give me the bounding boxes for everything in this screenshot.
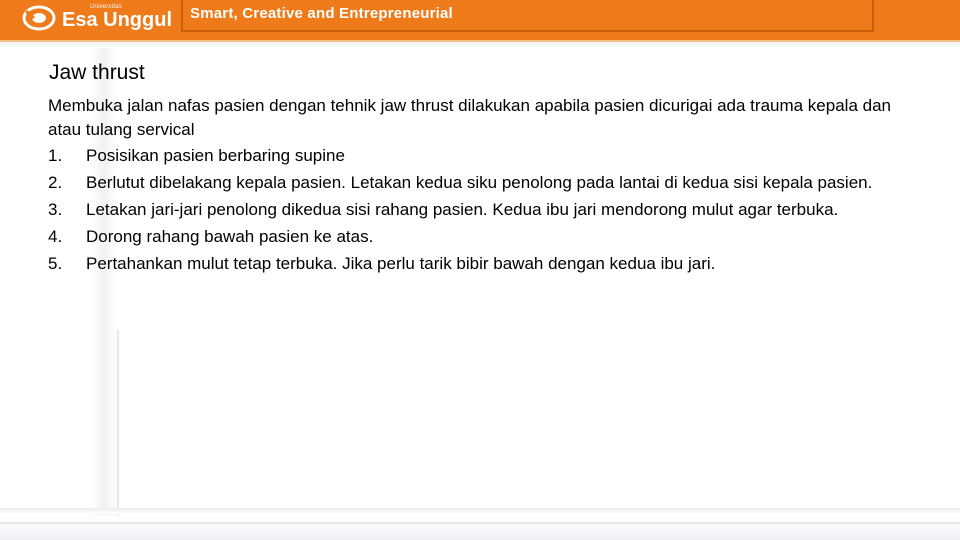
step-text: Dorong rahang bawah pasien ke atas. — [86, 227, 374, 246]
step-text: Pertahankan mulut tetap terbuka. Jika perlu tarik bibir bawah dengan kedua ibu jari. — [86, 254, 716, 273]
step-number: 5. — [48, 254, 63, 273]
university-logo — [22, 3, 182, 33]
steps-list — [48, 144, 928, 276]
header-tagline: Smart, Creative and Entrepreneurial — [190, 5, 453, 22]
list-item — [48, 171, 928, 195]
list-item — [48, 252, 928, 276]
header-bar — [0, 0, 960, 42]
step-text: Letakan jari-jari penolong dikedua sisi rahang pasien. Kedua ibu jari mendorong mulut agar terbuka. — [86, 200, 839, 219]
slide-intro: Membuka jalan nafas pasien dengan tehnik jaw thrust dilakukan apabila pasien dicurigai ada trauma kepala dan atau tulang servical — [48, 96, 891, 139]
list-item — [48, 225, 928, 249]
step-text: Posisikan pasien berbaring supine — [86, 146, 345, 165]
logo-subtitle: Universitas — [90, 4, 122, 10]
slide-content — [48, 60, 928, 279]
header-shadow — [0, 42, 960, 48]
footer-line — [0, 522, 960, 524]
step-number: 2. — [48, 173, 63, 192]
logo-swirl-icon — [22, 5, 56, 31]
list-item — [48, 144, 928, 168]
slide-title: Jaw thrust — [49, 61, 145, 84]
logo-name: Esa Unggul — [62, 9, 173, 31]
decorative-band — [0, 508, 960, 514]
list-item — [48, 198, 928, 222]
footer-bar — [0, 516, 960, 540]
step-number: 3. — [48, 200, 63, 219]
step-number: 1. — [48, 146, 63, 165]
step-text: Berlutut dibelakang kepala pasien. Letakan kedua siku penolong pada lantai di kedua sisi kepala pasien. — [86, 173, 873, 192]
step-number: 4. — [48, 227, 63, 246]
